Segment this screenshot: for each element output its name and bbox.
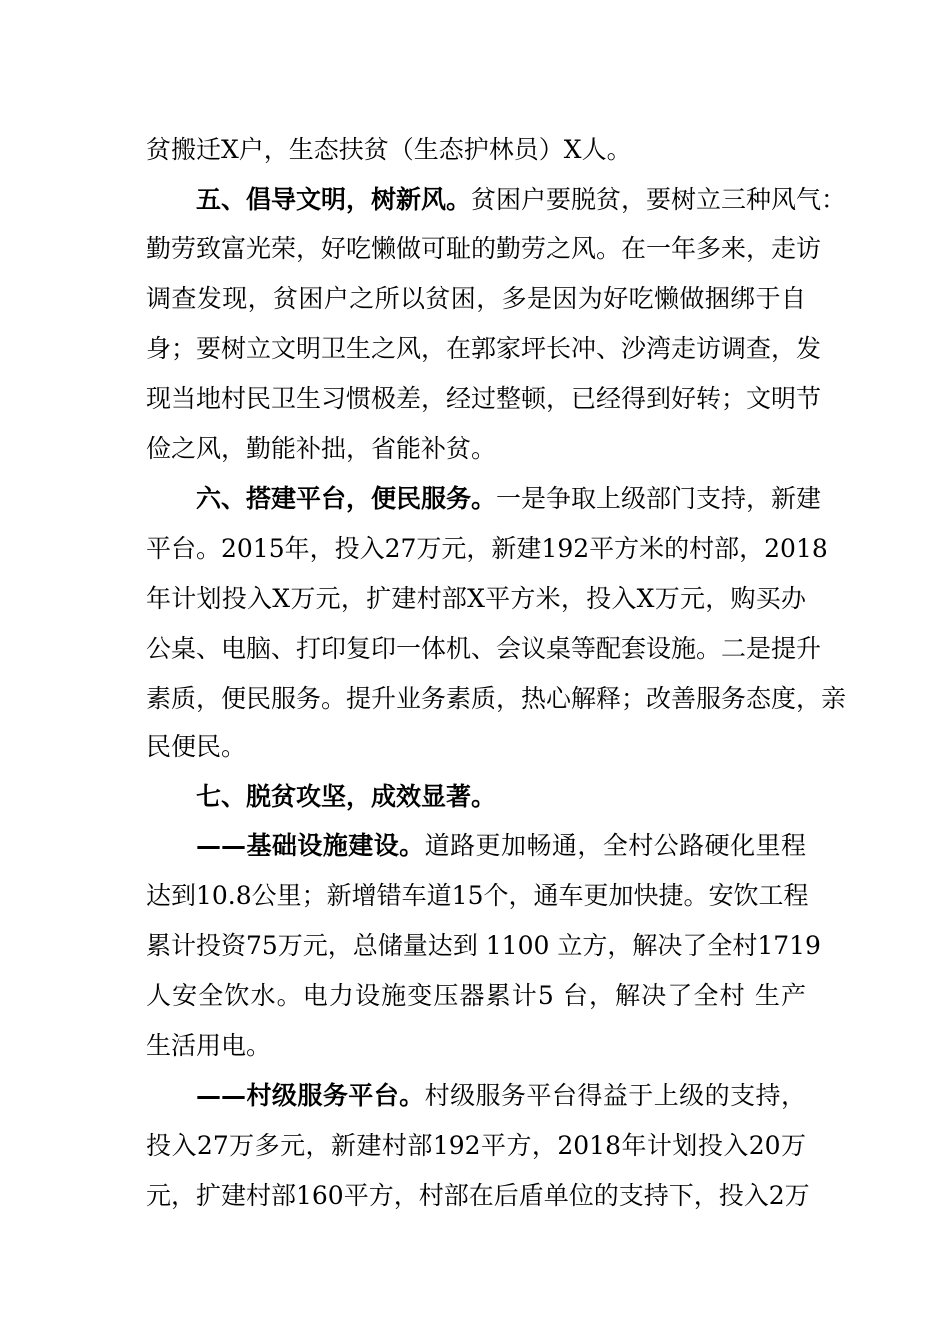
line-text: 投入27万多元，新建村部192平方，2018年计划投入20万	[146, 1131, 806, 1160]
section-heading: 五、倡导文明，树新风。	[196, 185, 472, 214]
body-line	[146, 229, 822, 269]
body-line	[146, 429, 806, 469]
line-text: 年计划投入X万元，扩建村部X平方米，投入X万元，购买办	[146, 584, 806, 613]
body-line	[146, 976, 806, 1016]
line-text: 贫困户要脱贫，要树立三种风气：	[471, 185, 847, 214]
body-line	[146, 130, 806, 170]
body-line	[146, 1126, 806, 1166]
body-line	[146, 1026, 806, 1066]
body-line	[146, 279, 806, 319]
line-text: 达到10.8公里；新增错车道15个，通车更加快捷。安饮工程	[146, 881, 809, 910]
line-text: 公桌、电脑、打印复印一体机、会议桌等配套设施。二是提升	[146, 634, 822, 663]
section-heading-line	[196, 479, 822, 519]
body-line	[146, 579, 806, 619]
line-text: 身；要树立文明卫生之风，在郭家坪长冲、沙湾走访调查，发	[146, 334, 822, 363]
line-text: 勤劳致富光荣，好吃懒做可耻的勤劳之风。在一年多来，走访	[146, 234, 822, 263]
line-text: 元，扩建村部160平方，村部在后盾单位的支持下，投入2万	[146, 1181, 810, 1210]
body-line	[146, 329, 822, 369]
subsection-heading: ——村级服务平台。	[196, 1081, 425, 1110]
body-line	[146, 679, 847, 719]
section-heading-line	[196, 180, 847, 220]
body-line	[146, 926, 821, 966]
line-text: 民便民。	[146, 732, 247, 761]
line-text: 调查发现，贫困户之所以贫困，多是因为好吃懒做捆绑于自	[146, 284, 806, 313]
line-text: 累计投资75万元，总储量达到 1100 立方，解决了全村1719	[146, 931, 821, 960]
line-text: 贫搬迁X户，生态扶贫（生态护林员）X人。	[146, 135, 632, 164]
line-text: 平台。2015年，投入27万元，新建192平方米的村部，2018	[146, 534, 828, 563]
line-text: 村级服务平台得益于上级的支持，	[424, 1081, 806, 1110]
section-heading: 六、搭建平台，便民服务。	[196, 484, 497, 513]
subsection-heading-line	[196, 1076, 806, 1116]
line-text: 生活用电。	[146, 1031, 272, 1060]
section-heading: 七、脱贫攻坚，成效显著。	[196, 782, 497, 811]
line-text: 一是争取上级部门支持，新建	[496, 484, 822, 513]
subsection-heading-line	[196, 826, 806, 866]
line-text: 俭之风，勤能补拙，省能补贫。	[146, 434, 497, 463]
line-text: 道路更加畅通，全村公路硬化里程	[424, 831, 806, 860]
body-line	[146, 379, 822, 419]
body-line	[146, 629, 822, 669]
subsection-heading: ——基础设施建设。	[196, 831, 425, 860]
body-line	[146, 529, 828, 569]
body-line	[146, 727, 806, 767]
line-text: 现当地村民卫生习惯极差，经过整顿，已经得到好转；文明节	[146, 384, 822, 413]
section-heading-line	[196, 777, 806, 817]
body-line	[146, 876, 809, 916]
line-text: 人安全饮水。电力设施变压器累计5 台，解决了全村 生产	[146, 981, 806, 1010]
body-line	[146, 1176, 810, 1216]
line-text: 素质，便民服务。提升业务素质，热心解释；改善服务态度，亲	[146, 684, 847, 713]
